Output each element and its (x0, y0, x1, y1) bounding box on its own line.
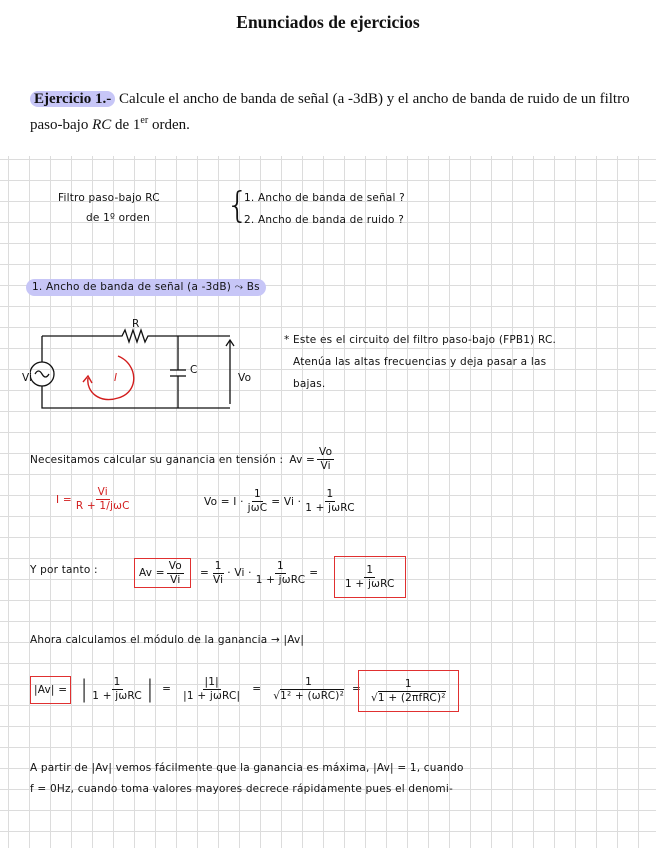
gain-av-symbol: Av = (289, 453, 316, 466)
mod-frac-3 (271, 676, 346, 703)
ahora-text: Ahora calculamos el módulo de la ganancia → |Av| (30, 634, 305, 646)
sqrt-symbol-icon: √ (273, 689, 281, 702)
current-label: I (114, 372, 118, 384)
av-box-den: Vi (170, 573, 181, 586)
brace-icon: { (226, 185, 249, 226)
statement-text-b: de 1 (111, 117, 141, 133)
current-den: R + 1/jωC (75, 500, 130, 512)
gain-intro-text: Necesitamos calcular su ganancia en tensión : (30, 453, 284, 466)
av-box-num: Vo (168, 559, 182, 572)
abs-bar-left: | (80, 675, 89, 703)
header-left-2: de 1º orden (86, 212, 150, 224)
final-line-2: f = 0Hz, cuando toma valores mayores decrece rápidamente pues el denomi- (30, 783, 453, 795)
gain-vi: Vi (320, 460, 331, 472)
vo-frac1-num: 1 (254, 488, 261, 500)
mod-av-label: |Av| = (34, 684, 68, 696)
header-left-1: Filtro paso-bajo RC (58, 192, 160, 204)
mod-frac-1 (90, 676, 144, 703)
header-right-1: 1. Ancho de banda de señal ? (244, 192, 405, 204)
sqrt-2-content: 1 + (2πfRC)² (377, 691, 446, 704)
vo-frac1-den: jωC (247, 502, 268, 514)
desc-line-2: Atenúa las altas frecuencias y deja pasar a las (293, 356, 547, 368)
current-fraction (74, 486, 132, 513)
vi-label: Vi (22, 372, 33, 384)
current-equation (56, 486, 134, 513)
current-num: Vi (97, 486, 108, 498)
mod-result-den (369, 692, 448, 705)
mod-av-box (30, 676, 71, 704)
av-deriv-frac2-den: 1 + jωRC (255, 573, 306, 586)
av-deriv-frac2-num: 1 (277, 559, 284, 572)
exercise-label: Ejercicio 1.- (30, 91, 115, 107)
gain-vo: Vo (319, 446, 333, 458)
mod-frac1-num: 1 (113, 675, 121, 688)
gain-intro-row (30, 446, 336, 473)
mod-result-box (358, 670, 459, 712)
vo-eq-label: Vo = I · (204, 495, 244, 508)
mod-frac-2 (181, 676, 242, 703)
vo-fraction-1 (246, 488, 270, 515)
vo-frac2-den: 1 + jωRC (305, 502, 355, 514)
av-box-fraction (167, 560, 184, 587)
av-box-result (334, 556, 406, 598)
av-deriv-frac1-num: 1 (214, 559, 222, 572)
desc-line-3: bajas. (293, 378, 326, 390)
av-deriv-eq-2: = (309, 567, 319, 579)
mod-result-num: 1 (404, 677, 412, 690)
mod-frac2-den: |1 + jωRC| (183, 689, 241, 702)
mod-frac2-num: |1| (204, 675, 219, 688)
av-deriv-vi-dot: · Vi · (227, 567, 252, 579)
por-tanto-text: Y por tanto : (30, 564, 98, 576)
current-eq-label: I = (56, 493, 72, 506)
mod-eq-3: = (352, 683, 361, 695)
statement-text-c: orden. (148, 117, 190, 133)
mod-result-fraction (369, 678, 448, 705)
statement-sup: er (140, 115, 149, 126)
final-line-1: A partir de |Av| vemos fácilmente que la ganancia es máxima, |Av| = 1, cuando (30, 762, 464, 774)
av-deriv-frac1-den: Vi (213, 573, 224, 586)
vo-eq-vi: = Vi · (271, 495, 302, 508)
av-derivation (200, 558, 318, 588)
av-deriv-frac-1 (211, 560, 225, 587)
resistor-label: R (132, 318, 140, 330)
capacitor-label: C (190, 364, 198, 376)
vo-equation (204, 488, 359, 515)
section-1-label: 1. Ancho de banda de señal (a -3dB) ⤳ Bs (26, 279, 266, 296)
mod-frac1-den: 1 + jωRC (92, 689, 142, 702)
page-title: Enunciados de ejercicios (236, 12, 420, 32)
rc-circuit-diagram (30, 316, 260, 416)
mod-eq-1: = (162, 683, 172, 695)
statement-text-a: Calcule el ancho de banda de señal (a -3dB) y el ancho de banda de ruido de un filtro paso-bajo (30, 91, 630, 133)
av-box-1 (134, 558, 191, 588)
av-result-fraction (343, 564, 397, 591)
sqrt-symbol-2-icon: √ (371, 691, 378, 704)
av-result-num: 1 (366, 563, 374, 576)
vo-label: Vo (238, 372, 252, 384)
av-result-den: 1 + jωRC (345, 577, 395, 590)
mod-eq-2: = (252, 683, 262, 695)
exercise-statement (30, 88, 640, 136)
av-deriv-frac-2 (254, 560, 308, 587)
mod-derivation (80, 672, 361, 706)
mod-frac3-num: 1 (305, 675, 313, 688)
mod-frac3-den (271, 690, 346, 703)
gain-vo-vi-fraction (317, 446, 334, 473)
vo-fraction-2 (303, 488, 357, 515)
statement-rc: RC (92, 117, 112, 133)
header-right-2: 2. Ancho de banda de ruido ? (244, 214, 404, 226)
av-deriv-eq-1: = (200, 567, 209, 579)
sqrt-1-content: 1² + (ωRC)² (280, 689, 344, 702)
desc-line-1: * Este es el circuito del filtro paso-bajo (FPB1) RC. (284, 334, 557, 346)
vo-frac2-num: 1 (326, 488, 334, 500)
av-box-label: Av = (139, 567, 165, 579)
abs-bar-right: | (145, 675, 155, 703)
